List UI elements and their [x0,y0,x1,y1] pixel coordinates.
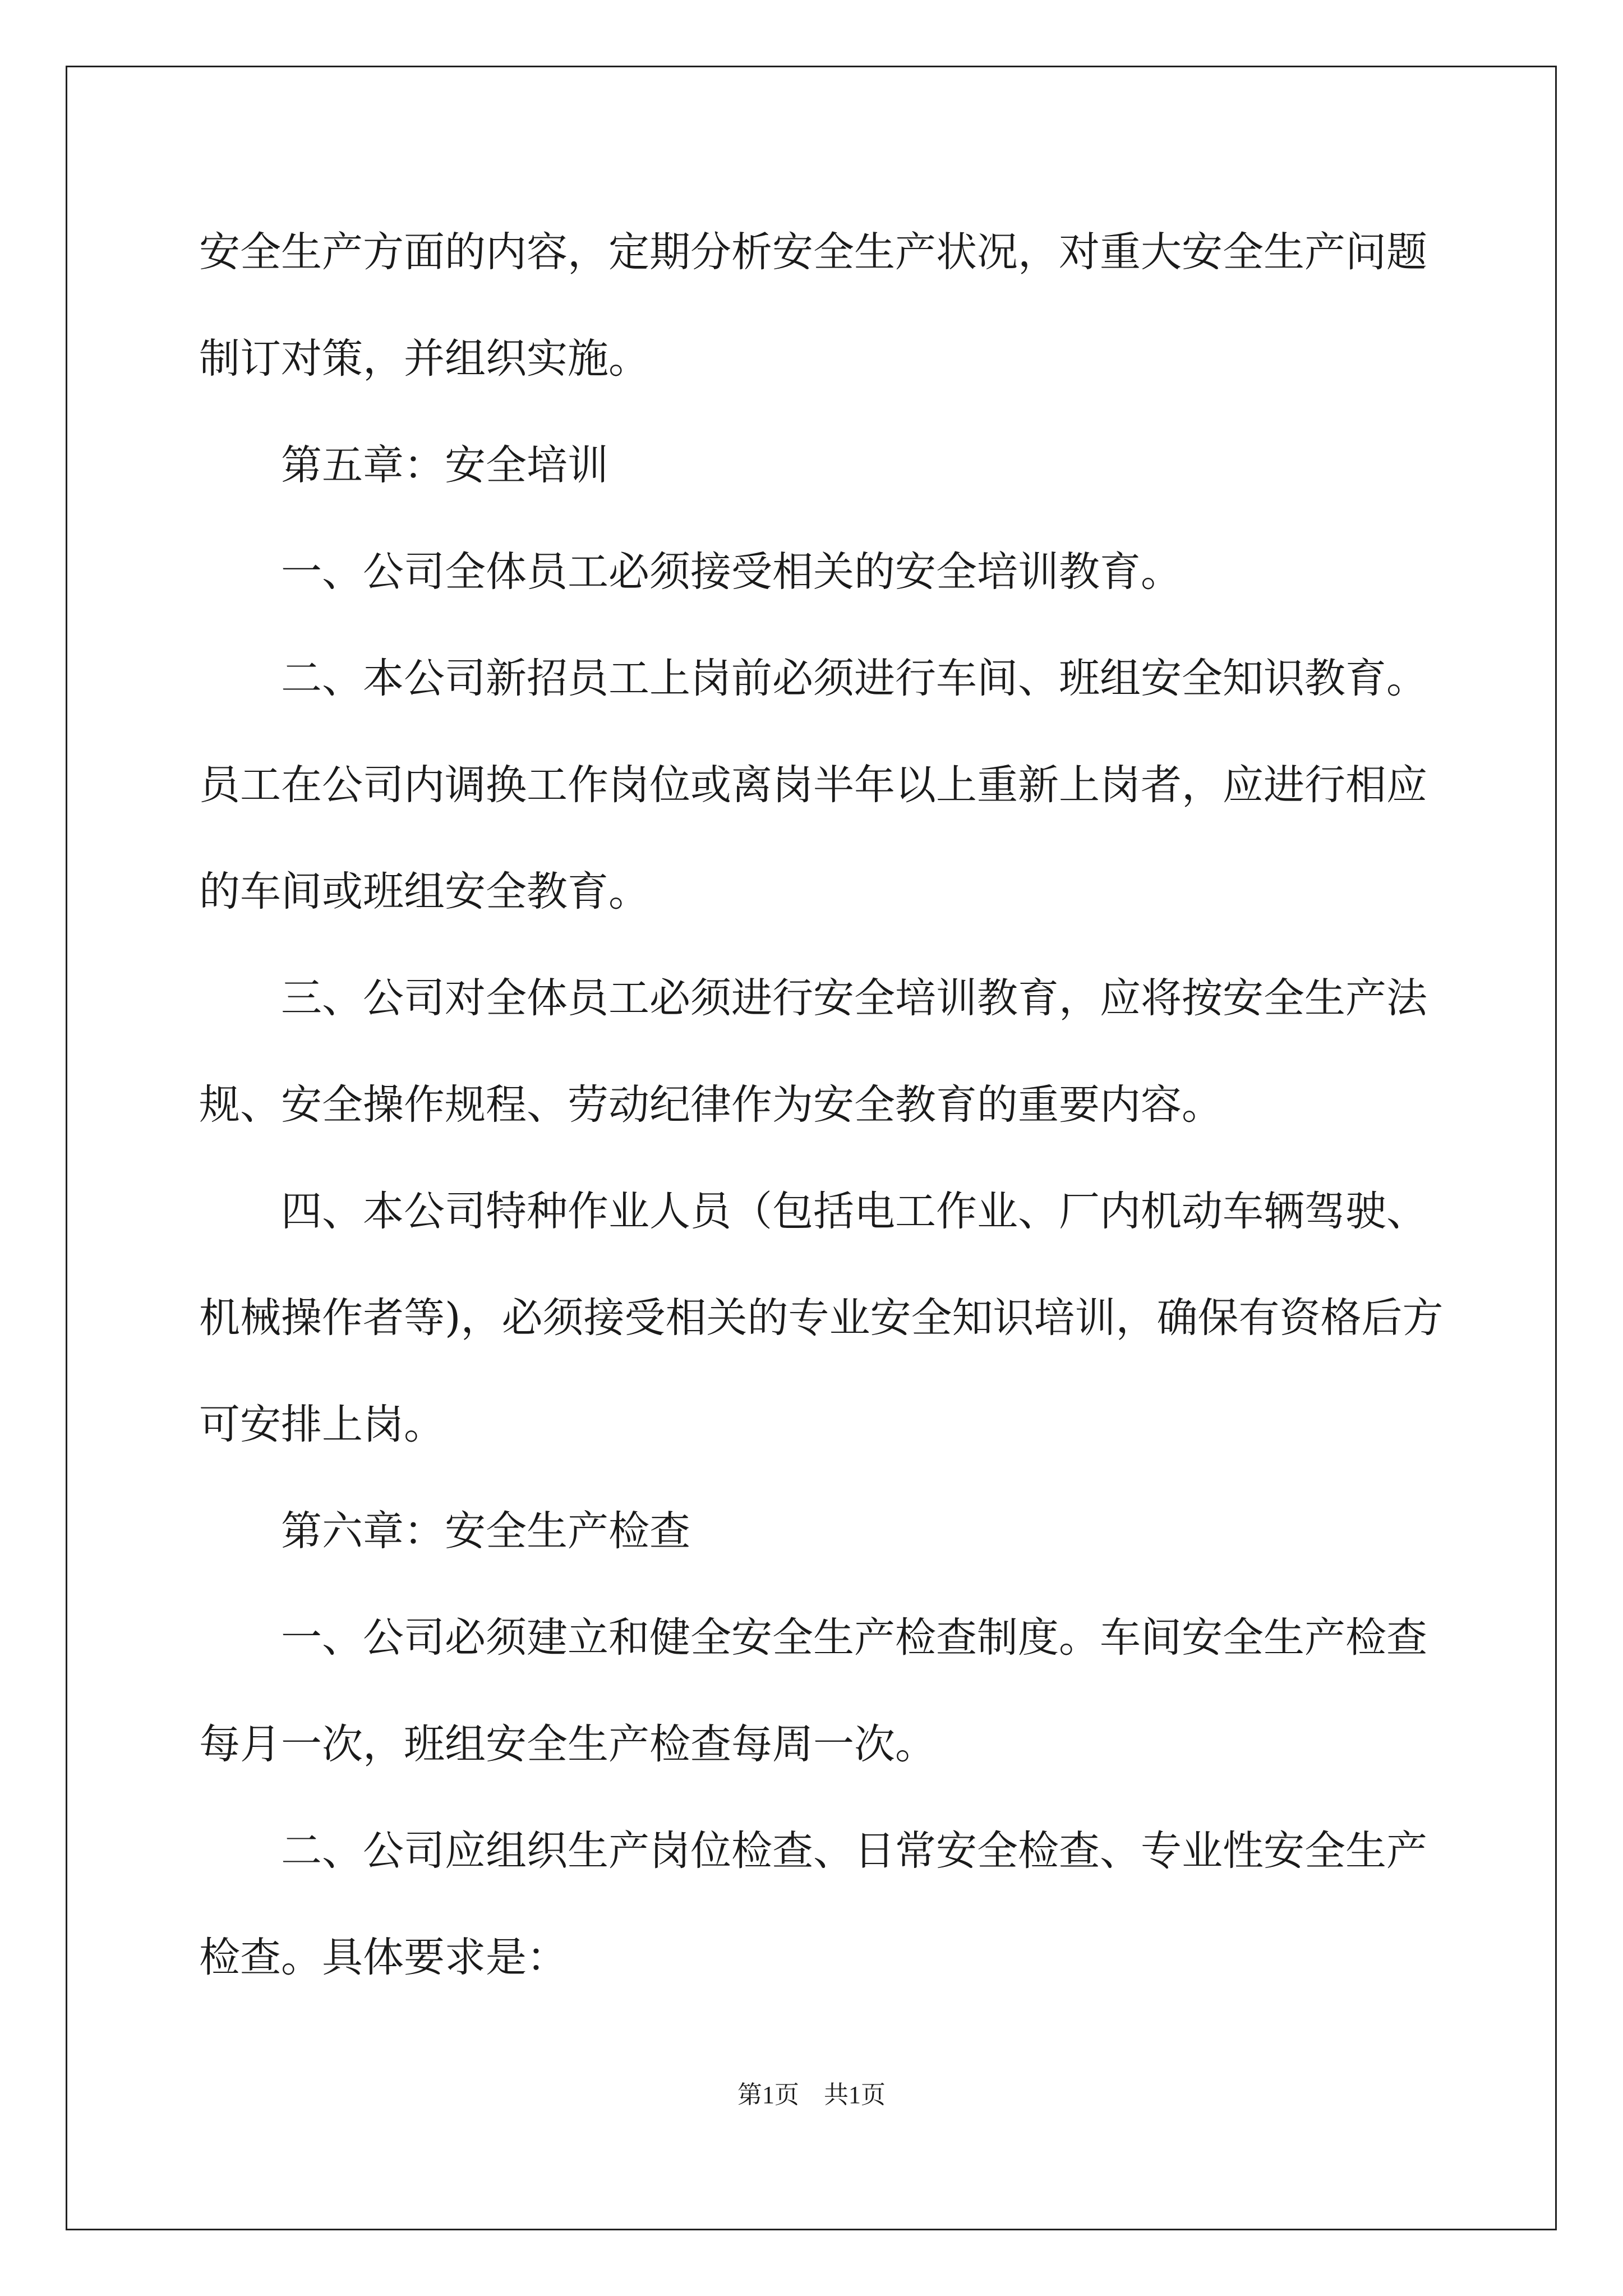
body-line-6: 员工在公司内调换工作岗位或离岗半年以上重新上岗者，应进行相应 [199,761,1427,809]
body-line-9: 规、安全操作规程、劳动纪律作为安全教育的重要内容。 [199,1081,1223,1129]
body-line-17: 检查。具体要求是： [199,1934,568,1981]
body-line-12: 可安排上岗。 [199,1401,445,1448]
body-line-15: 每月一次，班组安全生产检查每周一次。 [199,1720,936,1768]
body-line-4: 一、公司全体员工必须接受相关的安全培训教育。 [281,548,1182,596]
body-line-2: 制订对策，并组织实施。 [199,335,649,383]
body-line-8: 三、公司对全体员工必须进行安全培训教育，应将按安全生产法 [281,974,1427,1022]
body-line-7: 的车间或班组安全教育。 [199,868,649,915]
chapter-6-heading: 第六章：安全生产检查 [281,1507,690,1555]
chapter-5-heading: 第五章：安全培训 [281,441,608,489]
body-line-14: 一、公司必须建立和健全安全生产检查制度。车间安全生产检查 [281,1614,1427,1662]
body-line-11: 机械操作者等)，必须接受相关的专业安全知识培训，确保有资格后方 [199,1294,1444,1342]
page-number-footer: 第1页 共1页 [737,2081,886,2109]
body-line-5: 二、本公司新招员工上岗前必须进行车间、班组安全知识教育。 [281,655,1427,702]
document-body [199,216,1444,2028]
body-line-16: 二、公司应组织生产岗位检查、日常安全检查、专业性安全生产 [281,1827,1427,1875]
body-line-10: 四、本公司特种作业人员（包括电工作业、厂内机动车辆驾驶、 [281,1188,1427,1235]
body-line-1: 安全生产方面的内容，定期分析安全生产状况，对重大安全生产问题 [199,228,1427,276]
